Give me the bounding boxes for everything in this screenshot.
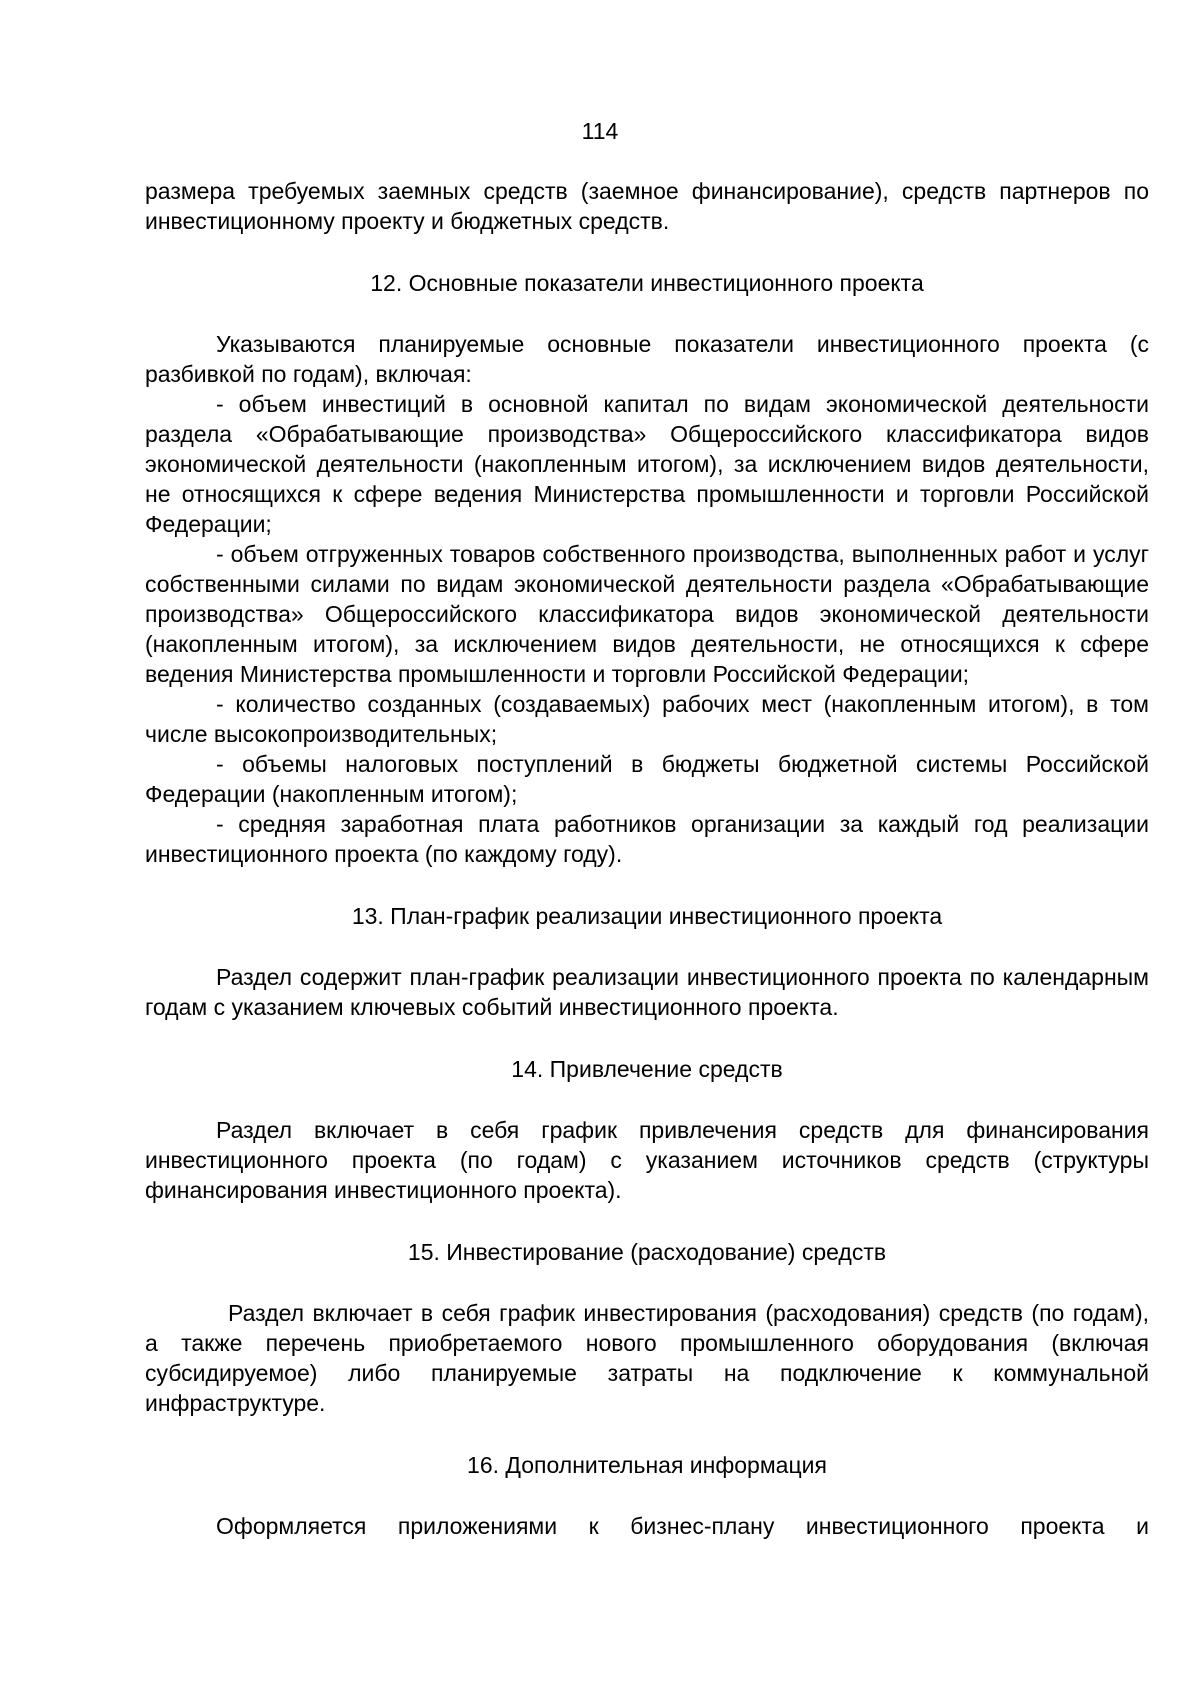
section-13-paragraph: Раздел содержит план-график реализации инвестиционного проекта по календарным годам с указанием ключевых событий инвестиционного проекта. [145, 964, 1149, 1020]
section-14-heading: 14. Привлечение средств [511, 1056, 783, 1082]
section-12-item-salary: - средняя заработная плата работников организации за каждый год реализации инвестиционного проекта (по каждому году). [145, 811, 1149, 867]
section-12-intro: Указываются планируемые основные показатели инвестиционного проекта (с разбивкой по годам), включая: [145, 331, 1149, 387]
section-12-item-jobs: - количество созданных (создаваемых) рабочих мест (накопленным итогом), в том числе высокопроизводительных; [145, 691, 1149, 747]
intro-paragraph: размера требуемых заемных средств (заемное финансирование), средств партнеров по инвестиционному проекту и бюджетных средств. [145, 178, 1149, 234]
section-12-item-shipped-goods: - объем отгруженных товаров собственного производства, выполненных работ и услуг собственными силами по видам экономической деятельности раздела «Обрабатывающие производства» Общероссийского классификатора видов экономической деятельности (накопленным итогом), за исключением видов деятельности, не относящихся к сфере ведения Министерства промышленности и торговли Российской Федерации; [145, 541, 1149, 687]
section-12-heading: 12. Основные показатели инвестиционного проекта [370, 270, 924, 296]
section-14-paragraph: Раздел включает в себя график привлечения средств для финансирования инвестиционного проекта (по годам) с указанием источников средств (структуры финансирования инвестиционного проекта). [145, 1117, 1149, 1203]
section-12-item-taxes: - объемы налоговых поступлений в бюджеты бюджетной системы Российской Федерации (накопленным итогом); [145, 751, 1149, 807]
page-content [145, 176, 1149, 1541]
section-15-paragraph: Раздел включает в себя график инвестирования (расходования) средств (по годам), а также перечень приобретаемого нового промышленного оборудования (включая субсидируемое) либо планируемые затраты на подключение к коммунальной инфраструктуре. [145, 1300, 1149, 1416]
section-16-heading: 16. Дополнительная информация [467, 1452, 827, 1478]
section-15-heading: 15. Инвестирование (расходование) средств [407, 1239, 887, 1265]
section-13-heading: 13. План-график реализации инвестиционного проекта [351, 903, 943, 929]
page-number: 114 [581, 118, 619, 144]
section-16-paragraph: Оформляется приложениями к бизнес-плану инвестиционного проекта и [216, 1513, 1149, 1539]
section-12-item-investments: - объем инвестиций в основной капитал по видам экономической деятельности раздела «Обрабатывающие производства» Общероссийского классификатора видов экономической деятельности (накопленным итогом), за исключением видов деятельности, не относящихся к сфере ведения Министерства промышленности и торговли Российской Федерации; [145, 391, 1149, 537]
